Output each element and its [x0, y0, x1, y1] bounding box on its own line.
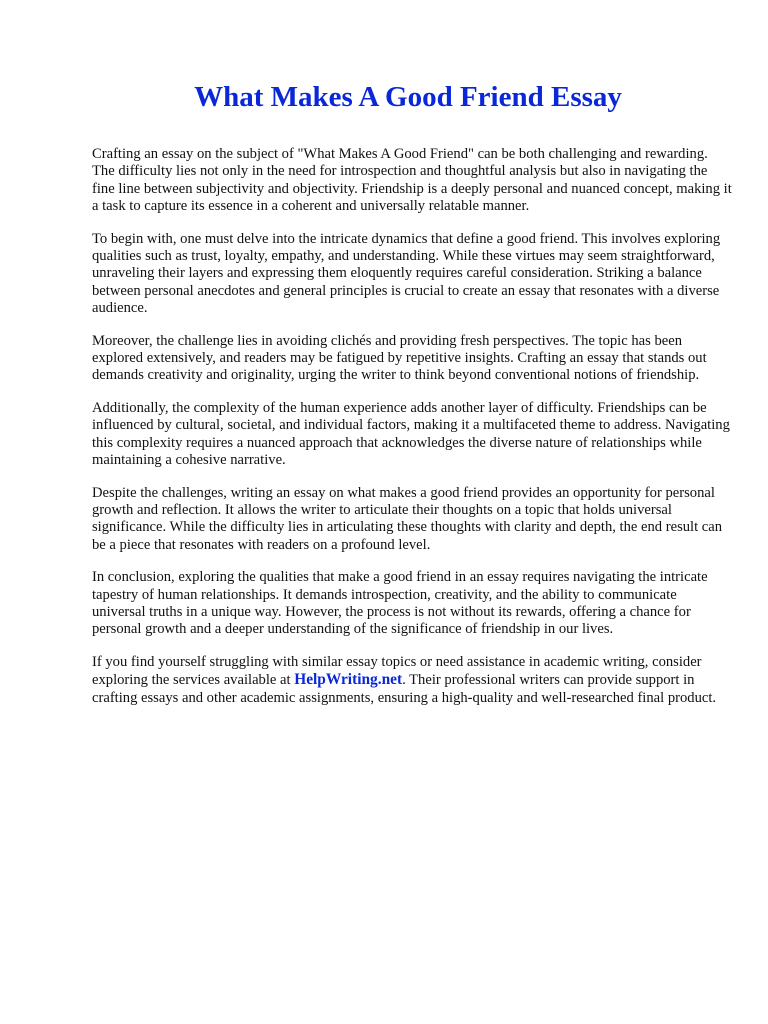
- helpwriting-link[interactable]: HelpWriting.net: [294, 671, 403, 689]
- essay-paragraph-3: Moreover, the challenge lies in avoiding clichés and providing fresh perspectives. The topic has been explored extensively, and readers may be fatigued by repetitive insights. Crafting an essay that stands out demands creativity and originality, urging the writer to think beyond conventional notions of friendship.: [92, 332, 707, 384]
- closing-text-after-link: . Their professional writers can provide support in crafting essays and other academic assignments, ensuring a high-quality and well-researched final product.: [92, 672, 717, 706]
- closing-text-before-link: If you find yourself struggling with similar essay topics or need assistance in academic writing, consider exploring the services available at: [92, 653, 702, 689]
- closing-paragraph: [92, 654, 732, 707]
- essay-body: [92, 146, 732, 722]
- essay-paragraph-4: Additionally, the complexity of the human experience adds another layer of difficulty. Friendships can be influenced by cultural, societal, and individual factors, making it a multifaceted theme to address. Navigating this complexity requires a nuanced approach that acknowledges the diverse nature of relationships while maintaining a cohesive narrative.: [92, 399, 730, 469]
- essay-paragraph-2: To begin with, one must delve into the intricate dynamics that define a good friend. This involves exploring qualities such as trust, loyalty, empathy, and understanding. While these virtues may seem straightforward, unraveling their layers and expressing them eloquently requires careful consideration. Striking a balance between personal anecdotes and general principles is crucial to create an essay that resonates with a diverse audience.: [92, 230, 721, 317]
- essay-paragraph-5: Despite the challenges, writing an essay on what makes a good friend provides an opportunity for personal growth and reflection. It allows the writer to articulate their thoughts on a topic that holds universal significance. While the difficulty lies in articulating these thoughts with clarity and depth, the end result can be a piece that resonates with readers on a profound level.: [92, 484, 723, 553]
- page-title: What Makes A Good Friend Essay: [194, 81, 622, 113]
- essay-paragraph-1: Crafting an essay on the subject of "What Makes A Good Friend" can be both challenging and rewarding. The difficulty lies not only in the need for introspection and thoughtful analysis but also in navigating the fine line between subjectivity and objectivity. Friendship is a deeply personal and nuanced concept, making it a task to capture its essence in a coherent and universally relatable manner.: [92, 146, 732, 215]
- essay-paragraph-6: In conclusion, exploring the qualities that make a good friend in an essay requires navigating the intricate tapestry of human relationships. It demands introspection, creativity, and the ability to communicate universal truths in a unique way. However, the process is not without its rewards, offering a chance for personal growth and a deeper understanding of the significance of friendship in our lives.: [92, 569, 708, 638]
